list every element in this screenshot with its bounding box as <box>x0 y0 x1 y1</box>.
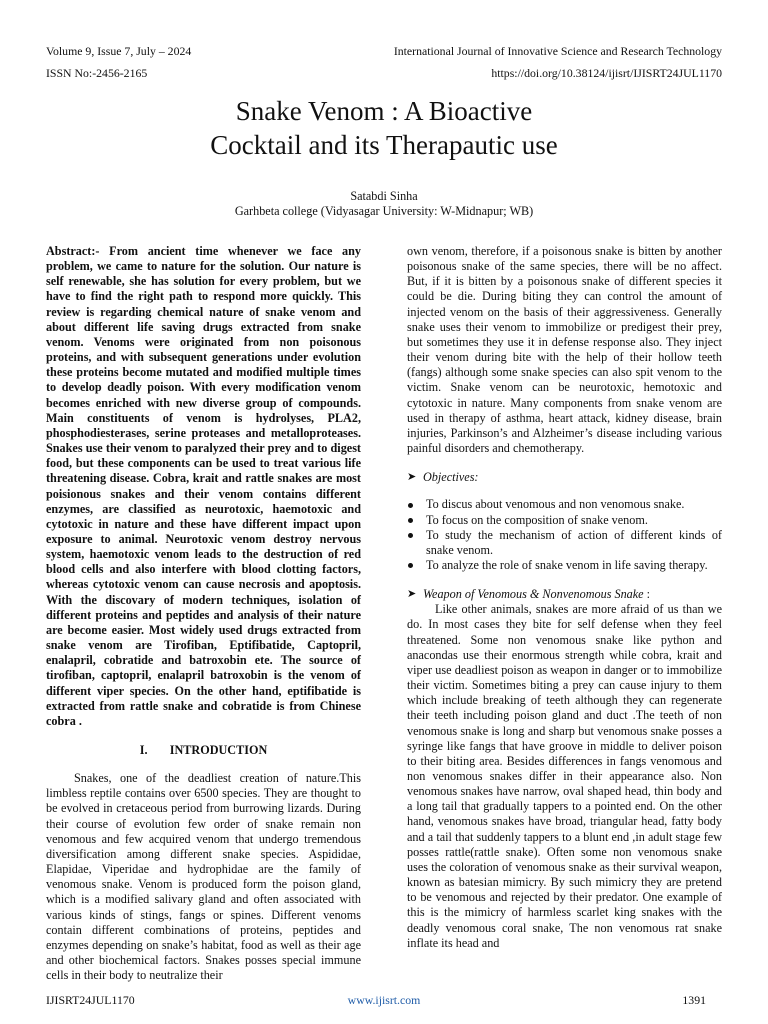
left-column <box>46 244 361 983</box>
footer-code: IJISRT24JUL1170 <box>46 993 135 1007</box>
header-journal: International Journal of Innovative Science and Research Technology <box>393 44 722 58</box>
list-item <box>407 513 722 528</box>
author-affiliation: Garhbeta college (Vidyasagar University: W-Midnapur; WB) <box>234 204 534 218</box>
bullet-icon <box>408 503 413 508</box>
title-line-1: Snake Venom : A Bioactive <box>235 96 533 126</box>
list-item <box>407 558 722 573</box>
objective-text: To discus about venomous and non venomous snake. <box>426 497 685 512</box>
header-volume: Volume 9, Issue 7, July ‒ 2024 <box>46 44 192 58</box>
weapon-colon: : <box>643 587 651 602</box>
objective-text: To focus on the composition of snake venom. <box>426 512 648 527</box>
header-doi[interactable]: https://doi.org/10.38124/ijisrt/IJISRT24JUL1170 <box>491 66 722 80</box>
weapon-heading <box>407 587 722 602</box>
bullet-icon <box>408 518 413 523</box>
title-line-2: Cocktail and its Therapautic use <box>210 130 558 160</box>
page-number: 1391 <box>682 993 706 1007</box>
abstract: Abstract:- From ancient time whenever we face any problem, we came to nature for the solution. Our nature is self renewable, she has solution for every problem, but we have to find the right path to respond more quickly. This review is regarding chemical nature of snake venom and about different life saving drugs extracted from snake venom. Venoms were originated from non poisonous proteins, and with subsequent generations under evolution these proteins become mutated and modified multiple times to develop deadly poison. With every modification venom becomes enriched with new diverse group of compounds. Main constituents of venom is hydrolyses, PLA2, phosphodiesterases, serine proteases and metalloproteases. Snakes use their venom to paralyzed their prey and to digest food, but these components can be used to treat various life threatening disease. Cobra, krait and rattle snakes are most poisionous snakes and their venom contains different enzymes, are classified as neurotoxic, haemotoxic and cytotoxic in nature and these have different impact upon exposure to animal. Neurotoxic venom destroy nervous system, haemotoxic venom leads to the destruction of red blood cells and also interfere with blood clotting factors, whereas cytotoxic venom can cause necrosis and apoptosis. With the discovary of modern techniques, isolation of different proteins and peptides and analysis of their nature are become easier. Most widely used drugs extracted from snake venom are Tirofiban, Eptifibatide, Captopril, enalapril, cobratide and batroxobin ete. The source of tirofiban, captopril, enalapril batroxobin is the venom of different viper species. On the other hand, eptifibatide is extracted from rattle snake and cobratide is from Chinese cobra . <box>46 244 361 728</box>
list-item <box>407 528 722 558</box>
arrow-bullet-icon: ➤ <box>407 471 417 484</box>
objective-text: To study the mechanism of action of different kinds of snake venom. <box>426 527 722 557</box>
objective-text: To analyze the role of snake venom in life saving therapy. <box>426 557 708 572</box>
header-issn: ISSN No:-2456-2165 <box>46 66 148 80</box>
objectives-list <box>407 497 722 573</box>
section-title: INTRODUCTION <box>169 743 268 757</box>
weapon-paragraph: Like other animals, snakes are more afraid of us than we do. In most cases they bite for self defense when they feel threatened. Some non venomous snake like python and anacondas use their enormous strength while cobra, krait and viper use deadliest poison as weapon in danger or to immobilize their victim. Sometimes biting a prey can cause injury to them which include breaking of teeth although they can regenerate their teeth including poison gland and duct .The teeth of non venomous snake is long and sharp but venomous snake posses a syringe like fangs that have groove in middle to deliver poison to their biting area. Besides differences in fangs venomous and non venomous snakes differ in their appearance also. Non venomous snakes have narrow, oval shaped head, thin body and a long tail that gradually tappers to a pointed end. On the other hand, venomous snakes have broad, triangular head, fatty body and a tail that suddenly tappers to a blunt end ,in adult stage few posses rattle(rattle snake). Often some non venomous snake uses the coloration of venomous snake as their survival weapon, known as batesian mimicry. By such mimicry they are pretend to be venomous and rejected by their predator. One example of this is the mimicry of harmless scarlet king snakes with the deadly venomous coral snake, The non venomous rat snake inflate its head and <box>407 602 722 950</box>
paper-title <box>0 94 768 162</box>
list-item <box>407 497 722 512</box>
bullet-icon <box>408 533 413 538</box>
bullet-icon <box>408 563 413 568</box>
footer-website-link[interactable]: www.ijisrt.com <box>347 993 421 1007</box>
objectives-heading <box>407 470 722 485</box>
section-heading-introduction <box>46 743 361 758</box>
weapon-label: Weapon of Venomous & Nonvenomous Snake <box>423 587 644 602</box>
right-column <box>407 244 722 951</box>
continuation-paragraph: own venom, therefore, if a poisonous snake is bitten by another poisonous snake of the same species, there will be no affect. But, if it is bitten by a poisonous snake of different species it could be die. During biting they can control the amount of injected venom on the basis of their aggressiveness. Generally snake uses their venom to immobilize or predigest their prey, but sometimes they use it in defense response also. They inject their venom during bite with the help of their hollow teeth (fangs) although some snake species can also spit venom to the victim. Snake venom can be neurotoxic, hemotoxic and cytotoxic in nature. Many components from snake venom are used in therapy of asthma, heart attack, kidney disease, brain injuries, Parkinson’s and Alzheimer’s disease including various painful disorders and chemotherapy. <box>407 244 722 456</box>
author-name: Satabdi Sinha <box>350 189 418 203</box>
arrow-bullet-icon: ➤ <box>407 588 417 601</box>
introduction-paragraph: Snakes, one of the deadliest creation of nature.This limbless reptile contains over 6500 species. They are thought to be evolved in cretaceous period from burrowing lizards. During their course of evolution few order of snake remain non venomous and few acquired venom that undergo tremendous diversification among different snake species. Aspididae, Elapidae, Viperidae and hydrophidae are the family of venomous snake. Venom is produced form the poison gland, which is a modified salivary gland and often associated with various kinds of stings, fangs or spines. Different venoms contain different combinations of proteins, peptides and enzymes depending on snake’s habitat, food as well as their age and other biochemical factors. Snakes posses special immune cells in their body to neutralize their <box>46 771 361 983</box>
objectives-label: Objectives: <box>423 470 479 485</box>
section-number: I. <box>139 743 148 757</box>
